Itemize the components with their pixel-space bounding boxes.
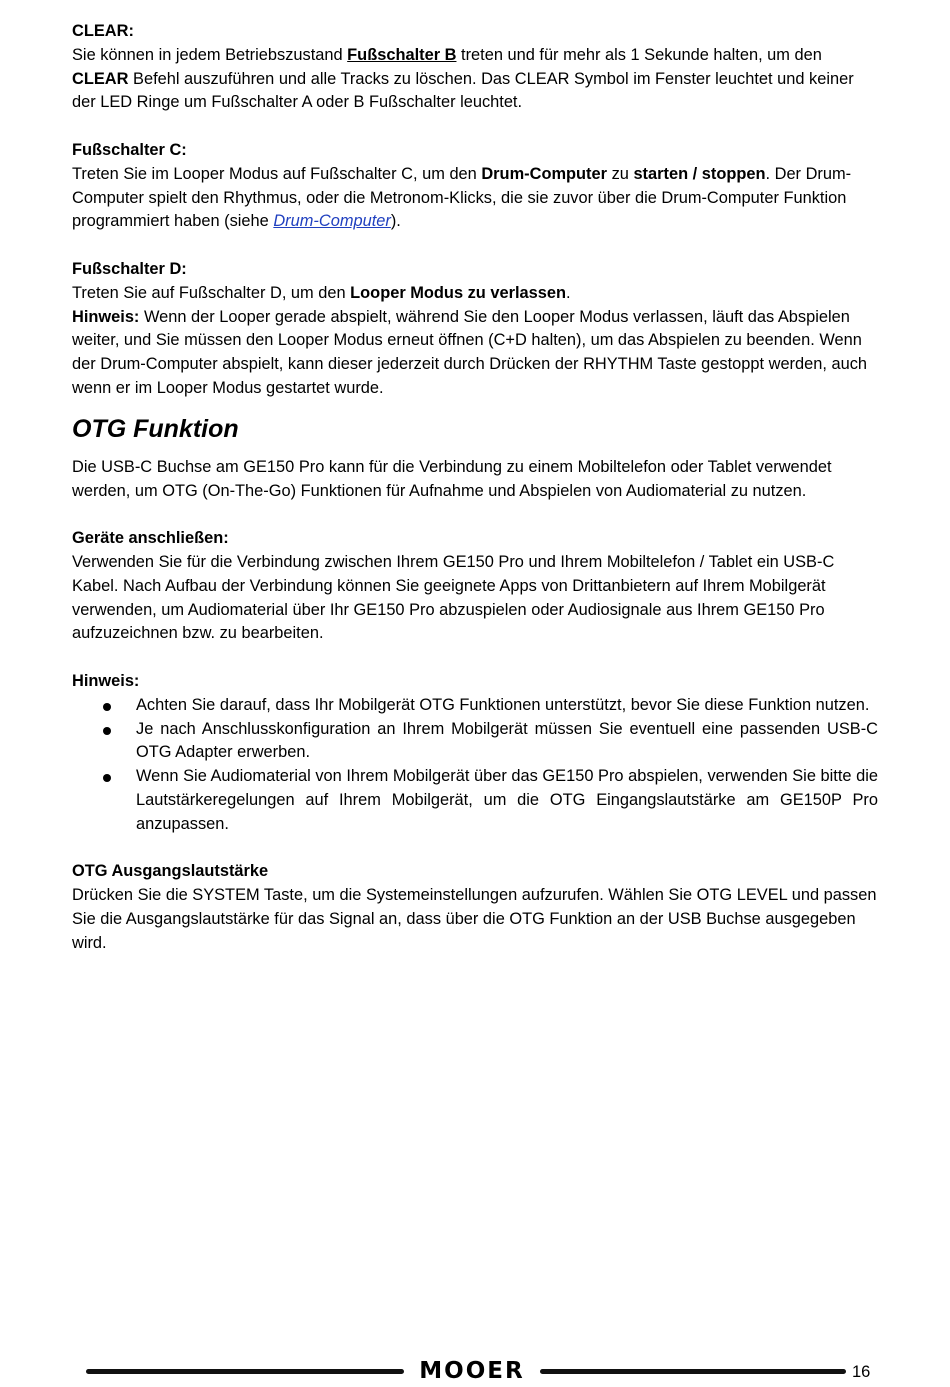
footer-rule-left [86,1369,404,1374]
footer-rule-right [540,1369,846,1374]
start-stop-bold: starten / stoppen [633,164,766,183]
connect-heading: Geräte anschließen: [72,529,229,548]
list-item-text: Je nach Anschlusskonfiguration an Ihrem Mobilgerät müssen Sie eventuell eine passenden USB-C OTG Adapter erwerben. [136,719,878,762]
clear-text-3: Befehl auszuführen und alle Tracks zu löschen. Das CLEAR Symbol im Fenster leuchtet und keiner der LED Ringe um Fußschalter A oder B Fußschalter leuchtet. [72,69,854,112]
fs-c-text-4: ). [390,212,401,231]
clear-heading: CLEAR: [72,22,134,40]
connect-paragraph: Verwenden Sie für die Verbindung zwischen Ihrem GE150 Pro und Ihrem Mobiltelefon / Tablet ein USB-C Kabel. Nach Aufbau der Verbindung können Sie geeignete Apps von Drittanbietern auf Ihrem Mobilgerät verwenden, um Audiomaterial über Ihr GE150 Pro abzuspielen oder Audiosignale aus Ihrem GE150 Pro aufzuzeichnen bzw. zu bearbeiten. [72,552,835,643]
otg-level-paragraph: Drücken Sie die SYSTEM Taste, um die Systemeinstellungen aufzurufen. Wählen Sie OTG LEVEL und passen Sie die Ausgangslautstärke für das Signal an, dass über die OTG Funktion an der USB Buchse ausgegeben wird. [72,886,877,952]
clear-paragraph [72,44,878,115]
footswitch-c-paragraph [72,163,878,234]
footswitch-b-label: Fußschalter B [347,45,457,64]
footswitch-d-heading: Fußschalter D: [72,259,187,278]
fs-c-text-1: Treten Sie im Looper Modus auf Fußschalter C, um den [72,164,482,183]
otg-level-heading: OTG Ausgangslautstärke [72,862,269,881]
drum-computer-bold: Drum-Computer [481,164,608,183]
bullet-icon [103,703,111,711]
footswitch-d-hint [72,306,878,401]
list-item [72,694,878,718]
clear-text-1: Sie können in jedem Betriebszustand [72,45,348,64]
list-item [72,718,878,766]
page-content [72,20,878,955]
clear-text-2: treten und für mehr als 1 Sekunde halten, um den [456,45,822,64]
page-number: 16 [852,1363,871,1381]
hint-text: Wenn der Looper gerade abspielt, während Sie den Looper Modus verlassen, läuft das Abspielen weiter, und Sie müssen den Looper Modus erneut öffnen (C+D halten), um das Abspielen zu beenden. Wenn der Drum-Computer abspielt, kann dieser jederzeit durch Drücken der RHYTHM Taste gestoppt werden, auch wenn er im Looper Modus gestartet wurde. [72,307,868,397]
clear-bold: CLEAR [72,69,129,88]
bullet-icon [103,727,111,735]
mooer-logo: MOOER [419,1358,525,1384]
hint-label: Hinweis: [72,307,140,326]
otg-hint-heading: Hinweis: [72,671,140,690]
fs-d-text-2: . [566,283,571,302]
page-footer [0,1355,950,1387]
bullet-icon [103,774,111,782]
otg-hint-list [72,694,878,837]
footswitch-c-heading: Fußschalter C: [72,140,187,159]
list-item [72,765,878,836]
exit-looper-bold: Looper Modus zu verlassen [350,283,567,302]
fs-c-text-2: zu [607,164,634,183]
list-item-text: Achten Sie darauf, dass Ihr Mobilgerät OTG Funktionen unterstützt, bevor Sie diese Funktion nutzen. [136,695,870,714]
otg-intro: Die USB-C Buchse am GE150 Pro kann für die Verbindung zu einem Mobiltelefon oder Tablet verwendet werden, um OTG (On-The-Go) Funktionen für Aufnahme und Abspielen von Audiomaterial zu nutzen. [72,457,832,500]
list-item-text: Wenn Sie Audiomaterial von Ihrem Mobilgerät über das GE150 Pro abspielen, verwenden Sie bitte die Lautstärkeregelungen auf Ihrem Mobilgerät, um die OTG Eingangslautstärke am GE150P Pro anzupassen. [136,767,878,833]
footswitch-d-paragraph [72,282,878,306]
otg-section-title: OTG Funktion [72,414,239,443]
drum-computer-link[interactable]: Drum-Computer [273,212,391,231]
fs-d-text-1: Treten Sie auf Fußschalter D, um den [72,283,351,302]
fs-c-text-3: . Der Drum-Computer spielt den Rhythmus, oder die Metronom-Klicks, die sie zuvor über die Drum-Computer Funktion programmiert haben (siehe [72,164,852,231]
